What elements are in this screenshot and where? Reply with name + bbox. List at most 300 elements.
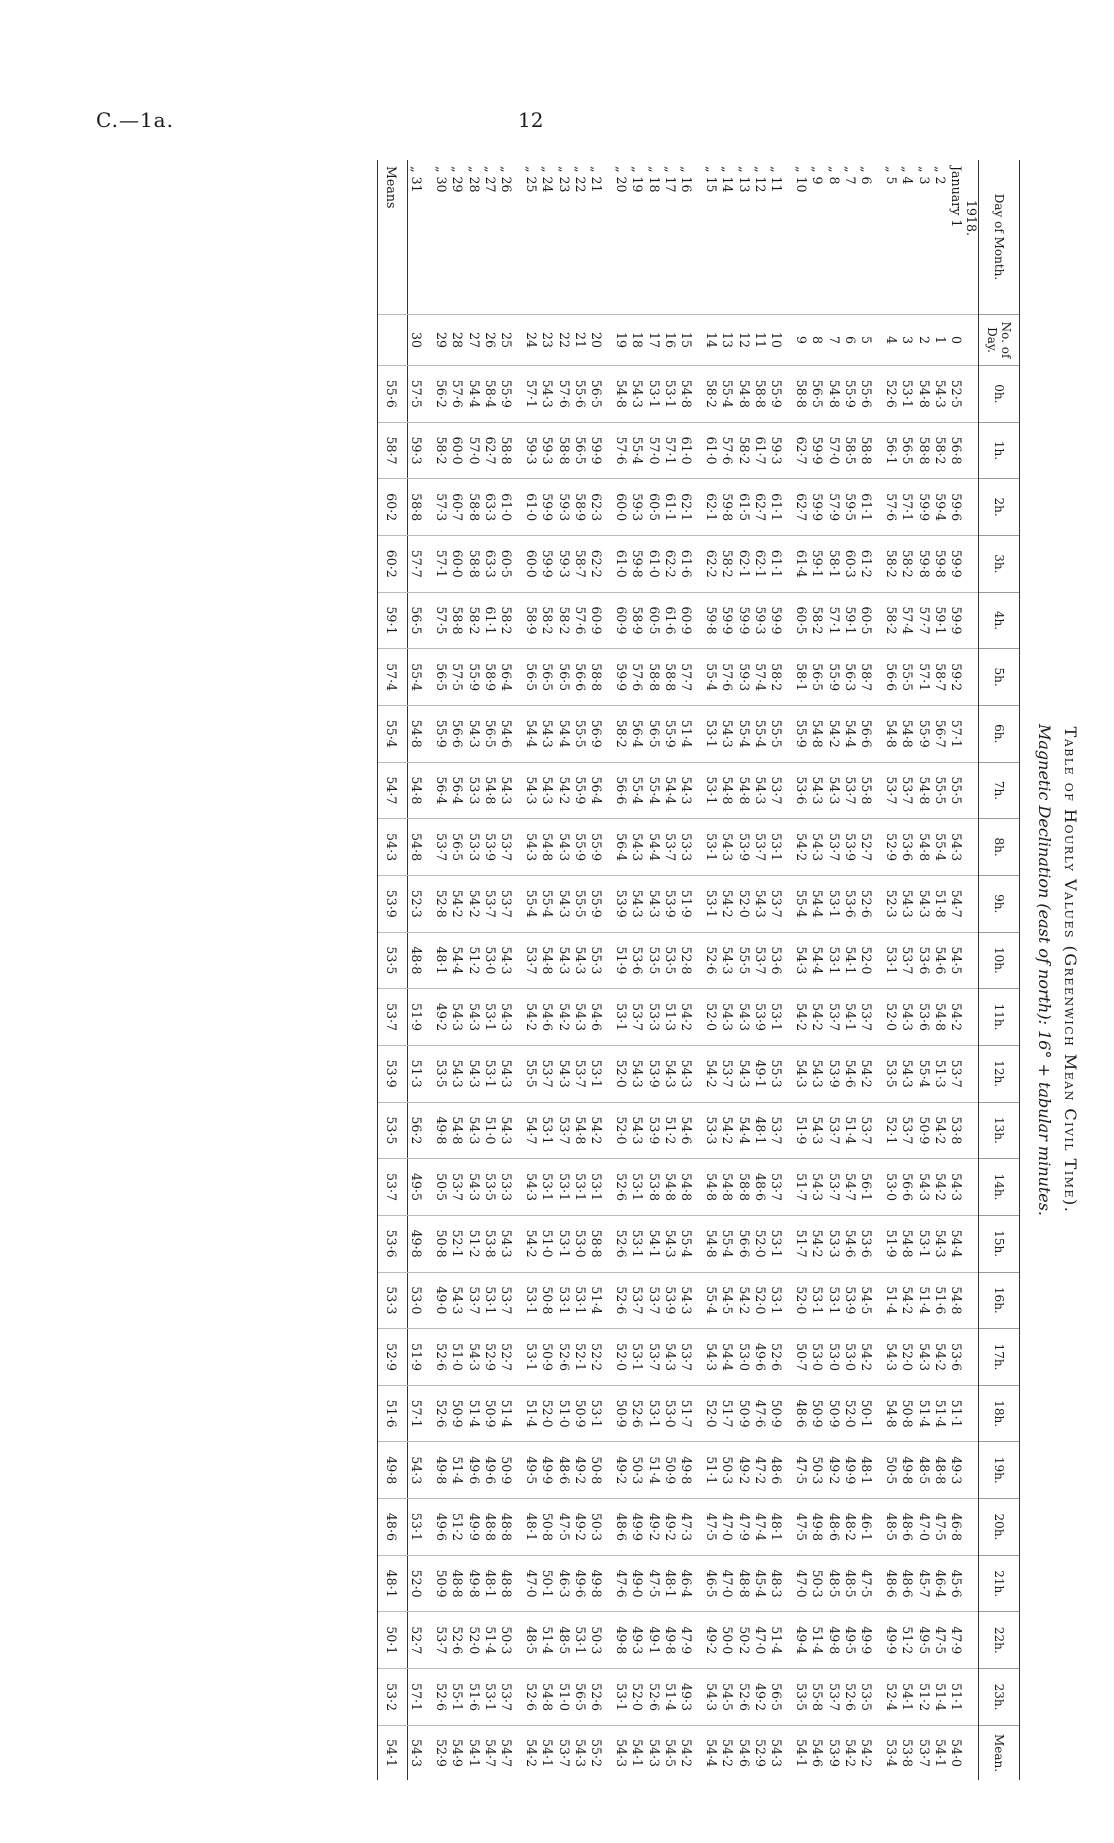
- value-cell: 54·3: [629, 366, 645, 423]
- value-cell: 53·7: [825, 1102, 841, 1159]
- value-cell: 54·3: [407, 1442, 433, 1499]
- value-cell: 53·3: [645, 989, 661, 1046]
- value-cell: 57·5: [433, 592, 449, 649]
- value-cell: 46·8: [948, 1499, 964, 1556]
- value-cell: 53·9: [378, 875, 407, 932]
- value-cell: 54·2: [932, 1329, 948, 1386]
- value-cell: 53·7: [678, 1329, 703, 1386]
- value-cell: 54·3: [539, 762, 555, 819]
- day-label: „ 14: [720, 166, 736, 193]
- value-cell: 49·2: [662, 1499, 678, 1556]
- mean-cell: 54·2: [719, 1726, 735, 1781]
- value-cell: 52·6: [523, 1669, 539, 1726]
- value-cell: 58·8: [449, 592, 465, 649]
- value-cell: 62·1: [678, 479, 703, 536]
- day-label: „ 22: [572, 166, 588, 193]
- value-cell: 62·7: [482, 422, 498, 479]
- value-cell: 53·3: [678, 819, 703, 876]
- value-cell: 59·3: [407, 422, 433, 479]
- value-cell: 52·9: [883, 819, 899, 876]
- value-cell: 47·9: [678, 1612, 703, 1669]
- value-cell: 54·7: [842, 1159, 858, 1216]
- value-cell: 54·1: [842, 932, 858, 989]
- value-cell: 53·1: [768, 819, 793, 876]
- value-cell: 53·1: [629, 1159, 645, 1216]
- value-cell: 55·6: [378, 366, 407, 423]
- value-cell: 55·1: [449, 1669, 465, 1726]
- value-cell: 53·1: [768, 1272, 793, 1329]
- value-cell: 53·7: [825, 1669, 841, 1726]
- value-cell: 55·9: [768, 366, 793, 423]
- value-cell: 54·1: [899, 1669, 915, 1726]
- value-cell: 53·7: [858, 989, 883, 1046]
- value-cell: 55·9: [433, 705, 449, 762]
- value-cell: 54·6: [932, 932, 948, 989]
- value-cell: 58·2: [539, 592, 555, 649]
- value-cell: 61·1: [858, 479, 883, 536]
- column-header: 13h.: [979, 1102, 1020, 1159]
- value-cell: 61·1: [768, 479, 793, 536]
- value-cell: 57·5: [407, 366, 433, 423]
- value-cell: 53·1: [703, 762, 719, 819]
- value-cell: 54·2: [858, 1329, 883, 1386]
- value-cell: 59·9: [948, 535, 964, 592]
- value-cell: 54·8: [735, 366, 751, 423]
- value-cell: 47·5: [858, 1555, 883, 1612]
- value-cell: 48·6: [378, 1499, 407, 1556]
- value-cell: 57·1: [407, 1385, 433, 1442]
- value-cell: 54·2: [678, 989, 703, 1046]
- value-cell: 53·1: [588, 1159, 613, 1216]
- day-number: 25: [498, 315, 523, 366]
- table-row: [809, 160, 825, 1780]
- value-cell: 59·9: [768, 592, 793, 649]
- day-number: 23: [539, 315, 555, 366]
- value-cell: 47·0: [793, 1555, 809, 1612]
- value-cell: 53·9: [482, 819, 498, 876]
- value-cell: 48·1: [523, 1499, 539, 1556]
- value-cell: 47·2: [752, 1442, 768, 1499]
- value-cell: 53·6: [768, 932, 793, 989]
- value-cell: 56·4: [588, 762, 613, 819]
- value-cell: 54·3: [883, 1329, 899, 1386]
- value-cell: 53·7: [883, 762, 899, 819]
- value-cell: 53·7: [629, 989, 645, 1046]
- value-cell: 54·3: [572, 989, 588, 1046]
- value-cell: 52·6: [768, 1329, 793, 1386]
- value-cell: 53·1: [523, 1272, 539, 1329]
- value-cell: 50·9: [825, 1385, 841, 1442]
- day-number: 16: [662, 315, 678, 366]
- value-cell: 53·0: [482, 932, 498, 989]
- value-cell: 49·5: [523, 1442, 539, 1499]
- value-cell: 51·0: [555, 1669, 571, 1726]
- value-cell: 51·4: [768, 1612, 793, 1669]
- value-cell: 49·5: [915, 1612, 931, 1669]
- mean-cell: 54·1: [793, 1726, 809, 1781]
- value-cell: 54·2: [809, 989, 825, 1046]
- value-cell: 51·7: [793, 1215, 809, 1272]
- value-cell: 53·7: [825, 989, 841, 1046]
- value-cell: 53·1: [629, 1329, 645, 1386]
- table-row: [932, 160, 948, 1780]
- value-cell: 51·2: [465, 1215, 481, 1272]
- value-cell: 56·6: [613, 762, 629, 819]
- value-cell: 59·9: [588, 422, 613, 479]
- day-number: 17: [645, 315, 661, 366]
- value-cell: 50·9: [539, 1329, 555, 1386]
- value-cell: 58·1: [825, 535, 841, 592]
- value-cell: 54·3: [719, 989, 735, 1046]
- value-cell: 53·3: [465, 762, 481, 819]
- value-cell: 52·0: [539, 1385, 555, 1442]
- value-cell: 52·6: [433, 1385, 449, 1442]
- value-cell: 62·2: [588, 535, 613, 592]
- table-row: [613, 160, 629, 1780]
- day-number: 3: [899, 315, 915, 366]
- value-cell: 53·5: [378, 932, 407, 989]
- value-cell: 54·2: [735, 1272, 751, 1329]
- value-cell: 52·6: [858, 875, 883, 932]
- value-cell: 48·1: [378, 1555, 407, 1612]
- value-cell: 48·6: [793, 1385, 809, 1442]
- value-cell: 58·8: [498, 422, 523, 479]
- value-cell: 49·1: [645, 1612, 661, 1669]
- value-cell: 55·5: [899, 649, 915, 706]
- value-cell: 56·6: [572, 649, 588, 706]
- value-cell: 54·4: [449, 932, 465, 989]
- day-label: „ 11: [768, 166, 784, 193]
- value-cell: 50·3: [809, 1442, 825, 1499]
- value-cell: 49·9: [883, 1612, 899, 1669]
- value-cell: 61·7: [752, 422, 768, 479]
- value-cell: 51·7: [719, 1385, 735, 1442]
- value-cell: 55·4: [719, 1215, 735, 1272]
- value-cell: 47·5: [932, 1612, 948, 1669]
- column-header: 1h.: [979, 422, 1020, 479]
- value-cell: 52·0: [613, 1045, 629, 1102]
- value-cell: 55·4: [915, 1045, 931, 1102]
- value-cell: 47·0: [523, 1555, 539, 1612]
- value-cell: 56·5: [433, 649, 449, 706]
- value-cell: 49·2: [572, 1499, 588, 1556]
- value-cell: 49·5: [842, 1612, 858, 1669]
- table-title: Table of Hourly Values (Greenwich Mean Civil Time).: [1061, 726, 1080, 1214]
- day-number: 26: [482, 315, 498, 366]
- value-cell: 60·5: [645, 479, 661, 536]
- mean-cell: 54·0: [948, 1726, 964, 1781]
- value-cell: 54·8: [662, 1159, 678, 1216]
- value-cell: 45·6: [948, 1555, 964, 1612]
- value-cell: 53·7: [752, 932, 768, 989]
- day-label: „ 12: [752, 166, 768, 193]
- value-cell: 56·2: [407, 1102, 433, 1159]
- value-cell: 51·4: [662, 1669, 678, 1726]
- value-cell: 53·1: [482, 1272, 498, 1329]
- value-cell: 58·8: [588, 649, 613, 706]
- value-cell: 59·8: [703, 592, 719, 649]
- value-cell: 59·1: [932, 592, 948, 649]
- value-cell: 52·6: [613, 1159, 629, 1216]
- value-cell: 51·4: [482, 1612, 498, 1669]
- value-cell: 47·5: [703, 1499, 719, 1556]
- value-cell: 55·4: [793, 875, 809, 932]
- value-cell: 56·4: [498, 649, 523, 706]
- value-cell: 48·8: [498, 1555, 523, 1612]
- value-cell: 53·1: [572, 1612, 588, 1669]
- value-cell: 52·6: [433, 1329, 449, 1386]
- value-cell: 57·1: [523, 366, 539, 423]
- value-cell: 58·8: [588, 1215, 613, 1272]
- day-number: 14: [703, 315, 719, 366]
- value-cell: 54·4: [809, 932, 825, 989]
- value-cell: 53·9: [825, 1045, 841, 1102]
- value-cell: 53·7: [899, 932, 915, 989]
- column-header: Mean.: [979, 1726, 1020, 1781]
- value-cell: 52·6: [588, 1669, 613, 1726]
- value-cell: 53·1: [825, 932, 841, 989]
- column-header: 22h.: [979, 1612, 1020, 1669]
- day-label: „ 24: [540, 166, 556, 193]
- value-cell: 54·8: [539, 932, 555, 989]
- value-cell: 53·0: [883, 1159, 899, 1216]
- table-row: [555, 160, 571, 1780]
- value-cell: 54·3: [809, 762, 825, 819]
- value-cell: 51·2: [449, 1499, 465, 1556]
- value-cell: 51·4: [678, 705, 703, 762]
- value-cell: 47·9: [948, 1612, 964, 1669]
- value-cell: 55·4: [678, 1215, 703, 1272]
- value-cell: 61·6: [678, 535, 703, 592]
- mean-cell: 54·2: [858, 1726, 883, 1781]
- value-cell: 51·9: [883, 1215, 899, 1272]
- value-cell: 47·6: [752, 1385, 768, 1442]
- value-cell: 54·8: [735, 762, 751, 819]
- value-cell: 49·8: [899, 1442, 915, 1499]
- value-cell: 46·1: [858, 1499, 883, 1556]
- value-cell: 53·3: [825, 1215, 841, 1272]
- value-cell: 53·0: [572, 1215, 588, 1272]
- value-cell: 55·5: [572, 875, 588, 932]
- column-header: 0h.: [979, 366, 1020, 423]
- value-cell: 54·3: [498, 989, 523, 1046]
- value-cell: 49·6: [482, 1442, 498, 1499]
- value-cell: 55·5: [948, 762, 964, 819]
- value-cell: 59·3: [752, 592, 768, 649]
- day-number: 18: [629, 315, 645, 366]
- value-cell: 51·3: [407, 1045, 433, 1102]
- value-cell: 48·6: [555, 1442, 571, 1499]
- value-cell: 53·7: [768, 875, 793, 932]
- day-label: „ 27: [482, 166, 498, 193]
- value-cell: 51·9: [407, 989, 433, 1046]
- value-cell: 51·6: [932, 1272, 948, 1329]
- value-cell: 54·3: [465, 1045, 481, 1102]
- value-cell: 55·4: [378, 705, 407, 762]
- value-cell: 57·6: [719, 649, 735, 706]
- value-cell: 53·1: [539, 1102, 555, 1159]
- value-cell: 59·9: [719, 592, 735, 649]
- value-cell: 60·9: [588, 592, 613, 649]
- value-cell: 51·4: [498, 1385, 523, 1442]
- column-header: 2h.: [979, 479, 1020, 536]
- column-header: Day of Month.: [979, 160, 1020, 315]
- value-cell: 55·9: [793, 705, 809, 762]
- value-cell: 48·5: [883, 1499, 899, 1556]
- value-cell: 54·1: [645, 1215, 661, 1272]
- value-cell: 54·8: [482, 762, 498, 819]
- value-cell: 52·6: [645, 1669, 661, 1726]
- value-cell: 55·4: [703, 1272, 719, 1329]
- value-cell: 54·3: [899, 875, 915, 932]
- day-number: 12: [735, 315, 751, 366]
- value-cell: 52·3: [407, 875, 433, 932]
- value-cell: 54·8: [703, 1159, 719, 1216]
- value-cell: 56·5: [809, 366, 825, 423]
- value-cell: 55·6: [858, 366, 883, 423]
- value-cell: 51·6: [378, 1385, 407, 1442]
- value-cell: 59·9: [809, 479, 825, 536]
- value-cell: 53·1: [915, 1215, 931, 1272]
- value-cell: 58·7: [858, 649, 883, 706]
- value-cell: 58·7: [378, 422, 407, 479]
- value-cell: 54·8: [703, 1215, 719, 1272]
- value-cell: 49·8: [613, 1612, 629, 1669]
- value-cell: 51·4: [883, 1272, 899, 1329]
- value-cell: 48·1: [752, 1102, 768, 1159]
- value-cell: 48·6: [613, 1499, 629, 1556]
- value-cell: 52·0: [735, 875, 751, 932]
- value-cell: 52·0: [613, 1329, 629, 1386]
- value-cell: 55·3: [588, 932, 613, 989]
- value-cell: 56·4: [449, 762, 465, 819]
- table-row: [629, 160, 645, 1780]
- value-cell: 63·3: [482, 479, 498, 536]
- value-cell: 48·1: [662, 1555, 678, 1612]
- value-cell: 56·5: [449, 819, 465, 876]
- value-cell: 54·3: [678, 1272, 703, 1329]
- value-cell: 54·8: [678, 366, 703, 423]
- value-cell: 56·5: [482, 705, 498, 762]
- value-cell: 48·1: [858, 1442, 883, 1499]
- value-cell: 54·6: [539, 989, 555, 1046]
- value-cell: 59·8: [932, 535, 948, 592]
- column-header: 18h.: [979, 1385, 1020, 1442]
- value-cell: 58·8: [555, 422, 571, 479]
- value-cell: 48·8: [735, 1555, 751, 1612]
- value-cell: 53·9: [645, 1045, 661, 1102]
- value-cell: 58·7: [932, 649, 948, 706]
- value-cell: 54·2: [793, 989, 809, 1046]
- value-cell: 55·5: [735, 932, 751, 989]
- value-cell: 53·1: [572, 1159, 588, 1216]
- value-cell: 51·2: [465, 932, 481, 989]
- value-cell: 49·4: [793, 1612, 809, 1669]
- value-cell: 54·8: [915, 762, 931, 819]
- value-cell: 49·8: [825, 1612, 841, 1669]
- value-cell: 53·1: [482, 1669, 498, 1726]
- value-cell: 54·3: [809, 1045, 825, 1102]
- header-row: [979, 160, 1020, 1780]
- value-cell: 53·7: [482, 875, 498, 932]
- value-cell: 53·1: [883, 932, 899, 989]
- value-cell: 47·9: [735, 1499, 751, 1556]
- value-cell: 52·6: [629, 1385, 645, 1442]
- value-cell: 51·9: [793, 1102, 809, 1159]
- value-cell: 55·9: [662, 705, 678, 762]
- value-cell: 54·3: [825, 762, 841, 819]
- value-cell: 55·3: [768, 1045, 793, 1102]
- value-cell: 54·3: [932, 1215, 948, 1272]
- value-cell: 54·3: [719, 705, 735, 762]
- value-cell: 53·1: [768, 1215, 793, 1272]
- value-cell: 54·5: [719, 1669, 735, 1726]
- mean-cell: 54·3: [407, 1726, 433, 1781]
- mean-cell: 55·2: [588, 1726, 613, 1781]
- value-cell: 53·5: [378, 1102, 407, 1159]
- value-cell: 53·9: [662, 1272, 678, 1329]
- value-cell: 50·9: [482, 1385, 498, 1442]
- value-cell: 61·1: [768, 535, 793, 592]
- value-cell: 48·8: [482, 1499, 498, 1556]
- value-cell: 54·4: [948, 1215, 964, 1272]
- value-cell: 53·7: [768, 1102, 793, 1159]
- value-cell: 54·3: [809, 1102, 825, 1159]
- value-cell: 53·8: [948, 1102, 964, 1159]
- mean-cell: 54·9: [449, 1726, 465, 1781]
- value-cell: 53·5: [793, 1669, 809, 1726]
- value-cell: 53·1: [809, 1272, 825, 1329]
- value-cell: 50·8: [539, 1272, 555, 1329]
- value-cell: 54·8: [572, 1102, 588, 1159]
- value-cell: 54·3: [719, 932, 735, 989]
- value-cell: 54·3: [793, 1045, 809, 1102]
- value-cell: 53·7: [465, 1272, 481, 1329]
- day-label: „ 19: [630, 166, 646, 193]
- value-cell: 48·1: [768, 1499, 793, 1556]
- value-cell: 57·1: [915, 649, 931, 706]
- value-cell: 53·1: [539, 1159, 555, 1216]
- value-cell: 49·3: [678, 1669, 703, 1726]
- value-cell: 54·3: [948, 819, 964, 876]
- mean-cell: 54·4: [703, 1726, 719, 1781]
- mean-cell: 53·7: [555, 1726, 571, 1781]
- mean-cell: 54·7: [498, 1726, 523, 1781]
- value-cell: 53·6: [899, 819, 915, 876]
- value-cell: 51·4: [932, 1385, 948, 1442]
- value-cell: 54·3: [915, 1159, 931, 1216]
- value-cell: 57·1: [899, 479, 915, 536]
- value-cell: 56·5: [572, 1669, 588, 1726]
- value-cell: 60·0: [449, 535, 465, 592]
- day-label: „ 13: [736, 166, 752, 193]
- column-header: 6h.: [979, 705, 1020, 762]
- value-cell: 60·5: [793, 592, 809, 649]
- value-cell: 54·3: [948, 1159, 964, 1216]
- column-header: 23h.: [979, 1669, 1020, 1726]
- value-cell: 55·4: [629, 422, 645, 479]
- value-cell: 53·7: [768, 1159, 793, 1216]
- value-cell: 56·5: [768, 1669, 793, 1726]
- day-label: „ 10: [794, 166, 810, 193]
- value-cell: 59·1: [378, 592, 407, 649]
- value-cell: 47·4: [752, 1499, 768, 1556]
- day-number: 29: [433, 315, 449, 366]
- value-cell: 52·8: [678, 932, 703, 989]
- day-label: „ 23: [556, 166, 572, 193]
- day-label: „ 3: [916, 166, 932, 185]
- mean-cell: 54·2: [842, 1726, 858, 1781]
